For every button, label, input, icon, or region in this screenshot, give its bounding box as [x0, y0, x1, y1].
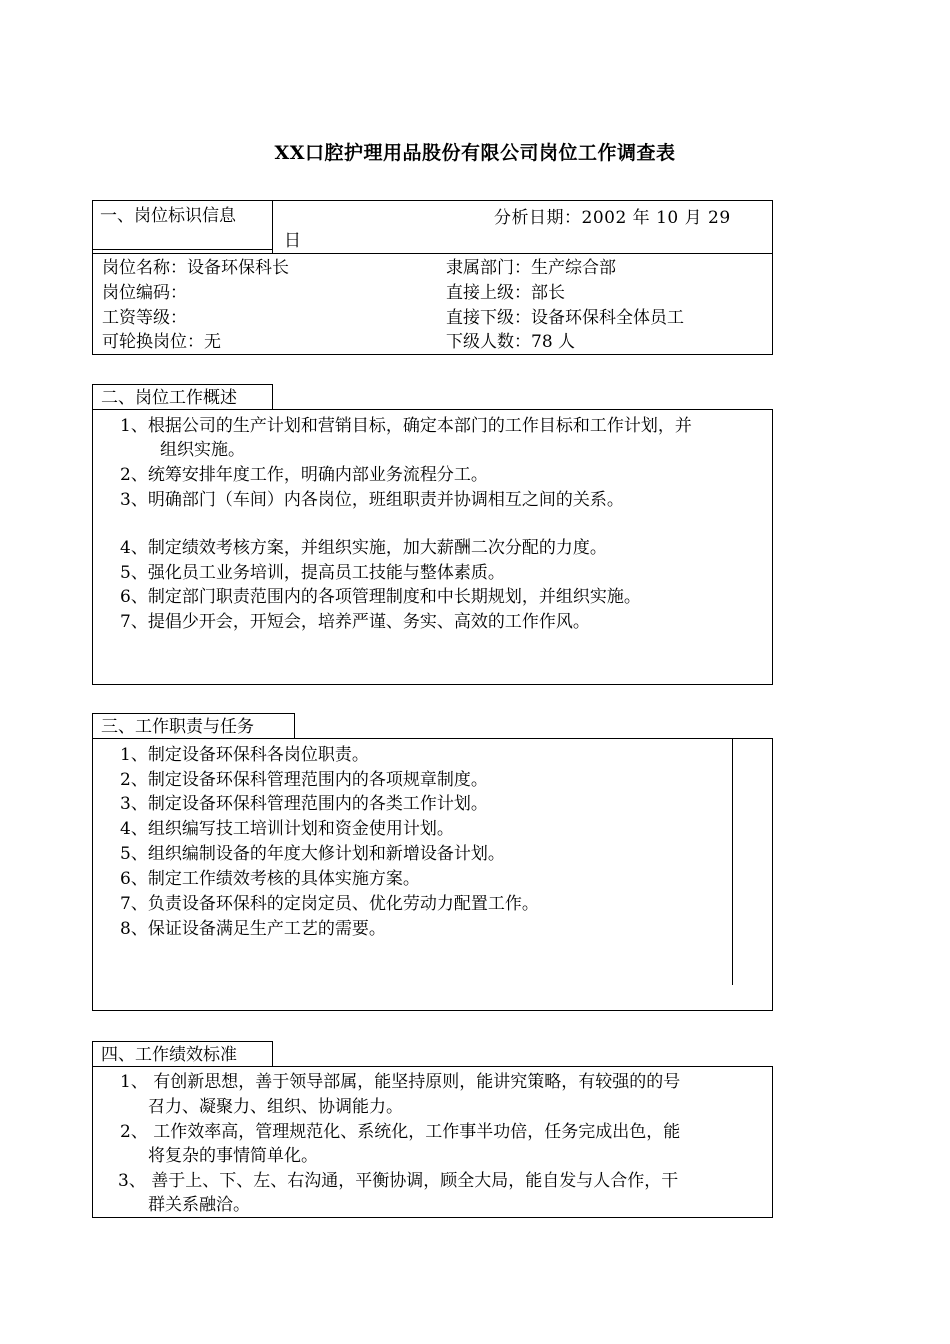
position-name: 岗位名称：设备环保科长: [102, 258, 289, 278]
subordinate-count: 下级人数：78 人: [446, 332, 576, 352]
section1-header-divider: [272, 200, 273, 253]
performance-item: 召力、凝聚力、组织、协调能力。: [148, 1097, 403, 1117]
performance-item: 2、 工作效率高，管理规范化、系统化，工作事半功倍，任务完成出色，能: [120, 1122, 681, 1142]
overview-item: 7、提倡少开会，开短会，培养严谨、务实、高效的工作作风。: [120, 612, 590, 632]
direct-superior: 直接上级：部长: [446, 283, 565, 303]
position-code: 岗位编码：: [102, 283, 187, 303]
direct-subordinates: 直接下级：设备环保科全体员工: [446, 308, 684, 328]
duty-item: 5、组织编制设备的年度大修计划和新增设备计划。: [120, 844, 505, 864]
analysis-date: 分析日期：2002 年 10 月 29: [494, 208, 731, 228]
duty-item: 8、保证设备满足生产工艺的需要。: [120, 919, 386, 939]
section1-header: 一、岗位标识信息: [100, 206, 236, 226]
performance-item: 群关系融洽。: [148, 1195, 250, 1215]
department: 隶属部门：生产综合部: [446, 258, 616, 278]
rotatable-position: 可轮换岗位：无: [102, 332, 221, 352]
duty-item: 1、制定设备环保科各岗位职责。: [120, 745, 369, 765]
performance-item: 3、 善于上、下、左、右沟通，平衡协调，顾全大局，能自发与人合作，干: [118, 1171, 679, 1191]
analysis-date-tail: 日: [284, 231, 301, 251]
overview-item: 2、统筹安排年度工作，明确内部业务流程分工。: [120, 465, 488, 485]
salary-grade: 工资等级：: [102, 308, 187, 328]
overview-item: 1、根据公司的生产计划和营销目标，确定本部门的工作目标和工作计划，并: [120, 416, 692, 436]
overview-item: 5、强化员工业务培训，提高员工技能与整体素质。: [120, 563, 505, 583]
duty-item: 6、制定工作绩效考核的具体实施方案。: [120, 869, 420, 889]
overview-item: 3、明确部门（车间）内各岗位，班组职责并协调相互之间的关系。: [120, 490, 624, 510]
overview-item: 6、制定部门职责范围内的各项管理制度和中长期规划，并组织实施。: [120, 587, 641, 607]
overview-item: 4、制定绩效考核方案，并组织实施，加大薪酬二次分配的力度。: [120, 538, 607, 558]
section2-header: 二、岗位工作概述: [92, 384, 273, 410]
performance-item: 1、 有创新思想，善于领导部属，能坚持原则，能讲究策略，有较强的的号: [120, 1072, 681, 1092]
duty-item: 4、组织编写技工培训计划和资金使用计划。: [120, 819, 454, 839]
duty-item: 2、制定设备环保科管理范围内的各项规章制度。: [120, 770, 488, 790]
duty-item: 3、制定设备环保科管理范围内的各类工作计划。: [120, 794, 488, 814]
page-title: XX口腔护理用品股份有限公司岗位工作调查表: [274, 142, 676, 164]
overview-item: 组织实施。: [160, 440, 245, 460]
section3-header: 三、工作职责与任务: [92, 713, 295, 739]
performance-item: 将复杂的事情简单化。: [148, 1146, 318, 1166]
duty-item: 7、负责设备环保科的定岗定员、优化劳动力配置工作。: [120, 894, 539, 914]
section4-header: 四、工作绩效标准: [92, 1041, 273, 1067]
section1-header-underline: [92, 249, 273, 250]
section3-inner-divider: [732, 738, 733, 985]
